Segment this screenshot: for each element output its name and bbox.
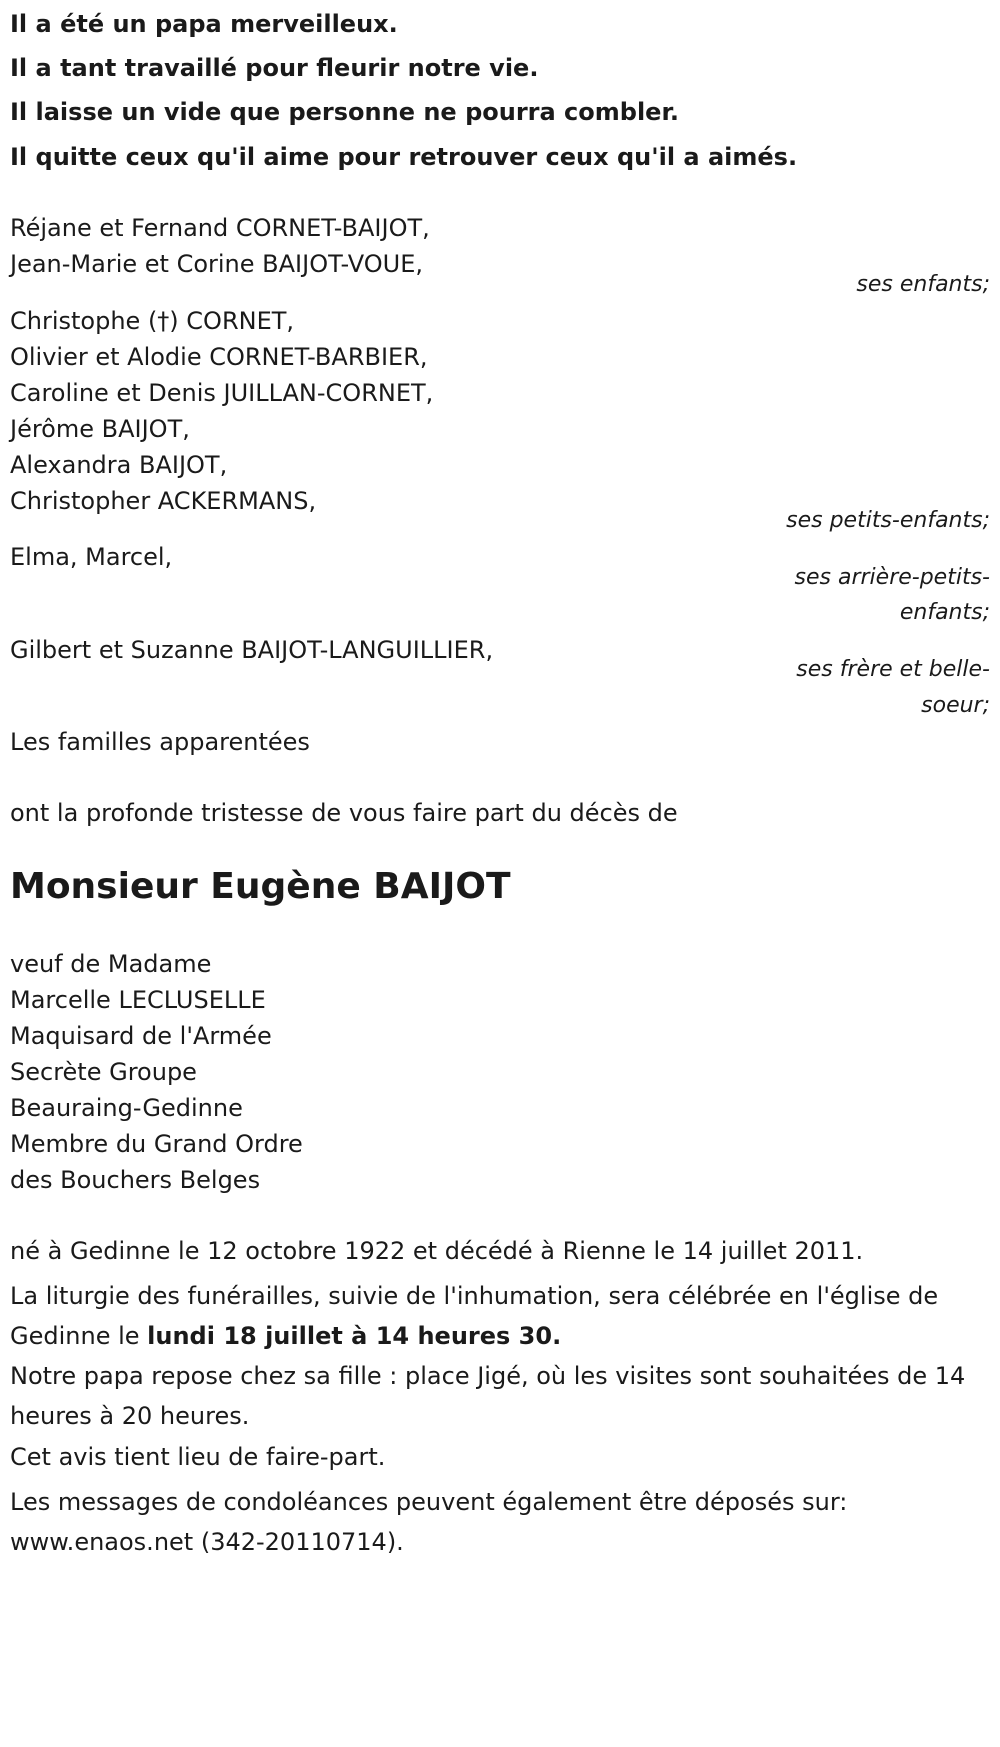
child-2: Jean-Marie et Corine BAIJOT-VOUE, xyxy=(10,250,424,278)
poem-line-1: Il a été un papa merveilleux. xyxy=(10,10,398,38)
children-relation: ses enfants; xyxy=(856,272,990,297)
bio-line-1: veuf de Madame xyxy=(10,950,212,978)
notice: Cet avis tient lieu de faire-part. xyxy=(10,1443,386,1471)
rest-paragraph: Notre papa repose chez sa fille : place Jigé, où les visites sont souhaitées de 14 heures à 20 heures. xyxy=(10,1362,966,1430)
grandchild-2: Olivier et Alodie CORNET-BARBIER, xyxy=(10,343,428,371)
siblings-relation-line-1: ses frère et belle- xyxy=(796,657,990,682)
bio-line-4: Secrète Groupe xyxy=(10,1058,197,1086)
grandchild-4: Jérôme BAIJOT, xyxy=(10,415,190,443)
deceased-name: Monsieur Eugène BAIJOT xyxy=(10,866,511,907)
relatives: Les familles apparentées xyxy=(10,728,310,756)
bio-line-3: Maquisard de l'Armée xyxy=(10,1022,272,1050)
grandchild-3: Caroline et Denis JUILLAN-CORNET, xyxy=(10,379,434,407)
poem-line-2: Il a tant travaillé pour fleurir notre vie. xyxy=(10,54,539,82)
poem-line-3: Il laisse un vide que personne ne pourra combler. xyxy=(10,98,679,126)
condolences-paragraph: Les messages de condoléances peuvent également être déposés sur: www.enaos.net (342-20110714). xyxy=(10,1488,848,1556)
funeral-text: La liturgie des funérailles, suivie de l'inhumation, sera célébrée en l'église de Gedinne le xyxy=(10,1282,939,1350)
siblings-relation-line-2: soeur; xyxy=(921,693,990,718)
child-1: Réjane et Fernand CORNET-BAIJOT, xyxy=(10,214,430,242)
sibling: Gilbert et Suzanne BAIJOT-LANGUILLIER, xyxy=(10,636,494,664)
bio-line-2: Marcelle LECLUSELLE xyxy=(10,986,266,1014)
grandchild-5: Alexandra BAIJOT, xyxy=(10,451,228,479)
great-grandchildren-relation-line-1: ses arrière-petits- xyxy=(794,565,990,590)
bio-line-5: Beauraing-Gedinne xyxy=(10,1094,243,1122)
funeral-date: lundi 18 juillet à 14 heures 30. xyxy=(147,1322,562,1350)
great-grandchildren: Elma, Marcel, xyxy=(10,543,173,571)
grandchild-1: Christophe (†) CORNET, xyxy=(10,307,295,335)
birth-death: né à Gedinne le 12 octobre 1922 et décédé à Rienne le 14 juillet 2011. xyxy=(10,1237,864,1265)
poem-line-4: Il quitte ceux qu'il aime pour retrouver ceux qu'il a aimés. xyxy=(10,143,798,171)
bio-line-6: Membre du Grand Ordre xyxy=(10,1130,303,1158)
funeral-paragraph xyxy=(10,1276,990,1356)
grandchildren-relation: ses petits-enfants; xyxy=(786,508,990,533)
great-grandchildren-relation-line-2: enfants; xyxy=(899,600,990,625)
bio-line-7: des Bouchers Belges xyxy=(10,1166,261,1194)
announcement: ont la profonde tristesse de vous faire part du décès de xyxy=(10,799,678,827)
grandchild-6: Christopher ACKERMANS, xyxy=(10,487,317,515)
